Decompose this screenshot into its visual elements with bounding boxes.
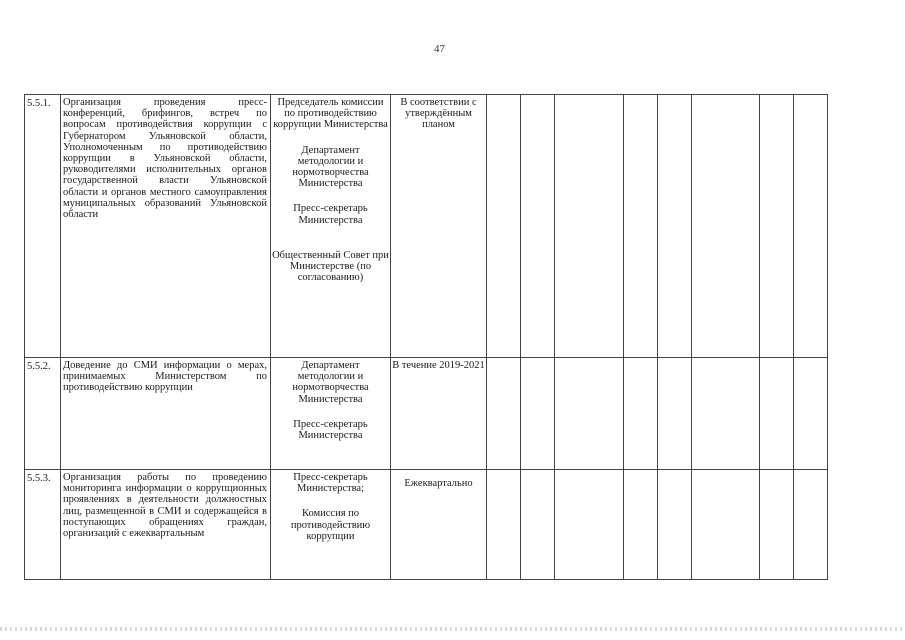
row-number: 5.5.1. xyxy=(25,95,61,358)
responsible-item: Пресс-секретарь Министерства xyxy=(293,203,368,226)
responsible-item: Председатель комиссии по противодействию коррупции Министерства xyxy=(273,97,388,131)
responsible-item: Департамент методологии и нормотворчества Министерства xyxy=(292,144,369,190)
page-number: 47 xyxy=(434,43,445,55)
responsible-item: Пресс-секретарь Министерства xyxy=(293,418,368,442)
responsible-item: Департамент методологии и нормотворчества Министерства xyxy=(292,360,369,405)
empty-cell xyxy=(624,95,658,358)
empty-cell xyxy=(794,95,828,358)
table-row-5-5-2 xyxy=(25,358,828,470)
empty-cell xyxy=(487,470,521,580)
responsible-cell xyxy=(271,470,391,580)
empty-cell xyxy=(692,470,760,580)
row-number: 5.5.3. xyxy=(25,470,61,580)
empty-cell xyxy=(760,470,794,580)
empty-cell xyxy=(658,95,692,358)
empty-cell xyxy=(487,358,521,470)
row-number: 5.5.2. xyxy=(25,358,61,470)
empty-cell xyxy=(521,95,555,358)
measures-table xyxy=(24,94,828,580)
responsible-item: Комиссия по противодействию коррупции xyxy=(290,508,371,542)
empty-cell xyxy=(555,470,624,580)
empty-cell xyxy=(760,95,794,358)
table-row-5-5-1 xyxy=(25,95,828,358)
empty-cell xyxy=(624,470,658,580)
term-cell: В соответствии с утверждённым планом xyxy=(391,95,487,358)
measure-description: Организация работы по проведению мониторинга информации о коррупционных проявлениях в деятельности должностных лиц, размещенной в СМИ и содержащейся в поступающих обращениях граждан, организаций с ежеквартальным xyxy=(61,470,271,580)
responsible-item: Общественный Совет при Министерстве (по согласованию) xyxy=(272,249,389,284)
empty-cell xyxy=(658,358,692,470)
table-row-5-5-3 xyxy=(25,470,828,580)
scan-edge-artifact xyxy=(0,627,905,631)
empty-cell xyxy=(555,95,624,358)
empty-cell xyxy=(555,358,624,470)
empty-cell xyxy=(487,95,521,358)
empty-cell xyxy=(760,358,794,470)
empty-cell xyxy=(692,95,760,358)
empty-cell xyxy=(794,358,828,470)
empty-cell xyxy=(624,358,658,470)
measure-description: Организация проведения пресс-конференций, брифингов, встреч по вопросам противодействия коррупции с Губернатором Ульяновской области, Уполномоченным по противодействию коррупции в Ульяновской области, руководителями исполнительных органов государственной власти Ульяновской области и органов местного самоуправления муниципальных образований Ульяновской области xyxy=(61,95,271,358)
term-cell: В течение 2019-2021 xyxy=(391,358,487,470)
responsible-item: Пресс-секретарь Министерства; xyxy=(293,472,368,495)
term-cell: Ежеквартально xyxy=(391,470,487,580)
empty-cell xyxy=(658,470,692,580)
empty-cell xyxy=(521,358,555,470)
responsible-cell xyxy=(271,95,391,358)
empty-cell xyxy=(692,358,760,470)
measure-description: Доведение до СМИ информации о мерах, принимаемых Министерством по противодействию коррупции xyxy=(61,358,271,470)
responsible-cell xyxy=(271,358,391,470)
empty-cell xyxy=(521,470,555,580)
empty-cell xyxy=(794,470,828,580)
